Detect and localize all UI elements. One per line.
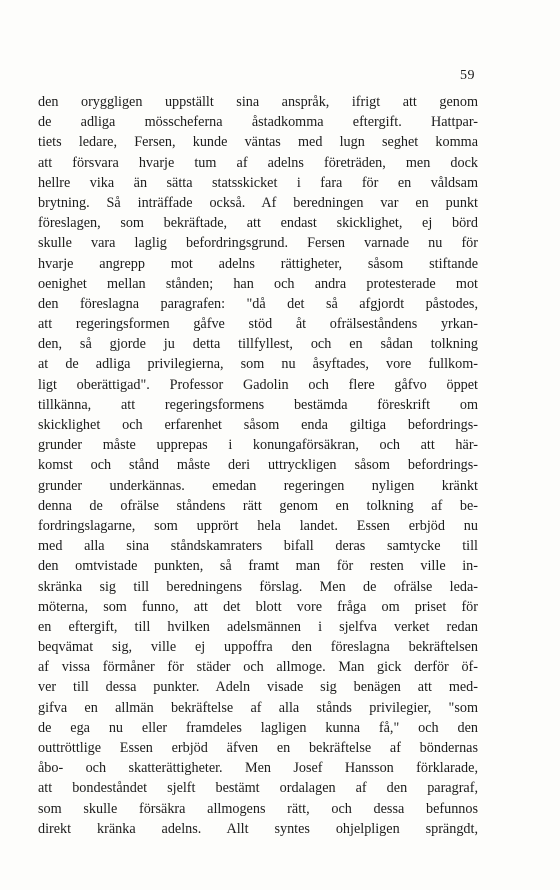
- text-line: möterna, som funno, att det blott vore fråga om priset för: [38, 598, 478, 615]
- text-line: att försvara hvarje tum af adelns företräden, men dock: [38, 154, 478, 171]
- text-line: åbo- och skatterättigheter. Men Josef Hansson förklarade,: [38, 760, 478, 777]
- text-line: af vissa förmåner för städer och allmoge. Man gick derför öf-: [38, 659, 478, 676]
- text-line: tillkänna, att regeringsformens bestämda föreskrift om: [38, 396, 478, 413]
- text-line: ver till dessa punkter. Adeln visade sig benägen att med-: [38, 679, 478, 696]
- text-line: skränka sig till beredningens förslag. Men de ofrälse leda-: [38, 578, 478, 595]
- text-line: skicklighet och erfarenhet såsom enda giltiga befordrings-: [38, 417, 478, 433]
- text-line: skulle vara laglig befordringsgrund. Fersen varnade nu för: [38, 235, 478, 252]
- text-line: beqvämat sig, ville ej uppoffra den föreslagna bekräftelsen: [38, 639, 478, 656]
- text-line: den oryggligen uppställt sina anspråk, ifrigt att genom: [38, 94, 478, 110]
- text-line: tiets ledare, Fersen, kunde väntas med lugn seghet komma: [38, 134, 478, 151]
- text-line: att bondeståndet sjelft bestämt ordalagen af den paragraf,: [38, 780, 478, 797]
- text-line: som skulle försäkra allmogens rätt, och dessa befunnos: [38, 800, 478, 817]
- text-line: att regeringsformen gåfve stöd åt ofrälseståndens yrkan-: [38, 316, 478, 333]
- text-line: fordringslagarne, som upprört hela landet. Essen erbjöd nu: [38, 517, 478, 534]
- page-number: 59: [460, 68, 475, 83]
- text-line: hellre vika än sätta statsskicket i fara för en våldsam: [38, 174, 478, 191]
- text-line: de adliga mösscheferna åstadkomma eftergift. Hattpar-: [38, 114, 478, 131]
- text-line: grunder måste upprepas i konungaförsäkran, och att här-: [38, 437, 478, 454]
- text-line: oenighet mellan stånden; han och andra protesterade mot: [38, 275, 478, 292]
- text-line: den omtvistade punkten, så framt man för resten ville in-: [38, 558, 478, 575]
- text-line: de ega nu eller framdeles lagligen kunna få," och den: [38, 719, 478, 736]
- text-line: med alla sina ståndskamraters bifall deras samtycke till: [38, 538, 478, 555]
- text-line: direkt kränka adelns. Allt syntes ohjelpligen sprängdt,: [38, 820, 478, 837]
- text-line: outtröttlige Essen erbjöd äfven en bekräftelse af böndernas: [38, 740, 478, 756]
- text-line: denna de ofrälse ståndens rätt genom en tolkning af be-: [38, 497, 478, 514]
- text-line: den föreslagna paragrafen: "då det så afgjordt påstodes,: [38, 295, 478, 312]
- text-line: gifva en allmän bekräftelse af alla stånds privilegier, "som: [38, 699, 478, 716]
- text-line: den, så gjorde ju detta tillfyllest, och en sådan tolkning: [38, 336, 478, 353]
- text-line: föreslagen, som bekräftade, att endast skicklighet, ej börd: [38, 215, 478, 232]
- text-line: brytning. Så inträffade också. Af beredningen var en punkt: [38, 194, 478, 211]
- text-line: ligt oberättigad". Professor Gadolin och flere gåfvo öppet: [38, 376, 478, 393]
- text-line: hvarje angrepp mot adelns rättigheter, såsom stiftande: [38, 255, 478, 272]
- body-text: [38, 92, 478, 839]
- text-line: at de adliga privilegierna, som nu åsyftades, vore fullkom-: [38, 356, 478, 373]
- text-line: grunder underkännas. emedan regeringen nyligen kränkt: [38, 477, 478, 494]
- text-line: komst och stånd måste deri uttryckligen såsom befordrings-: [38, 457, 478, 474]
- text-line: en eftergift, till hvilken adelsmännen i sjelfva verket redan: [38, 618, 478, 635]
